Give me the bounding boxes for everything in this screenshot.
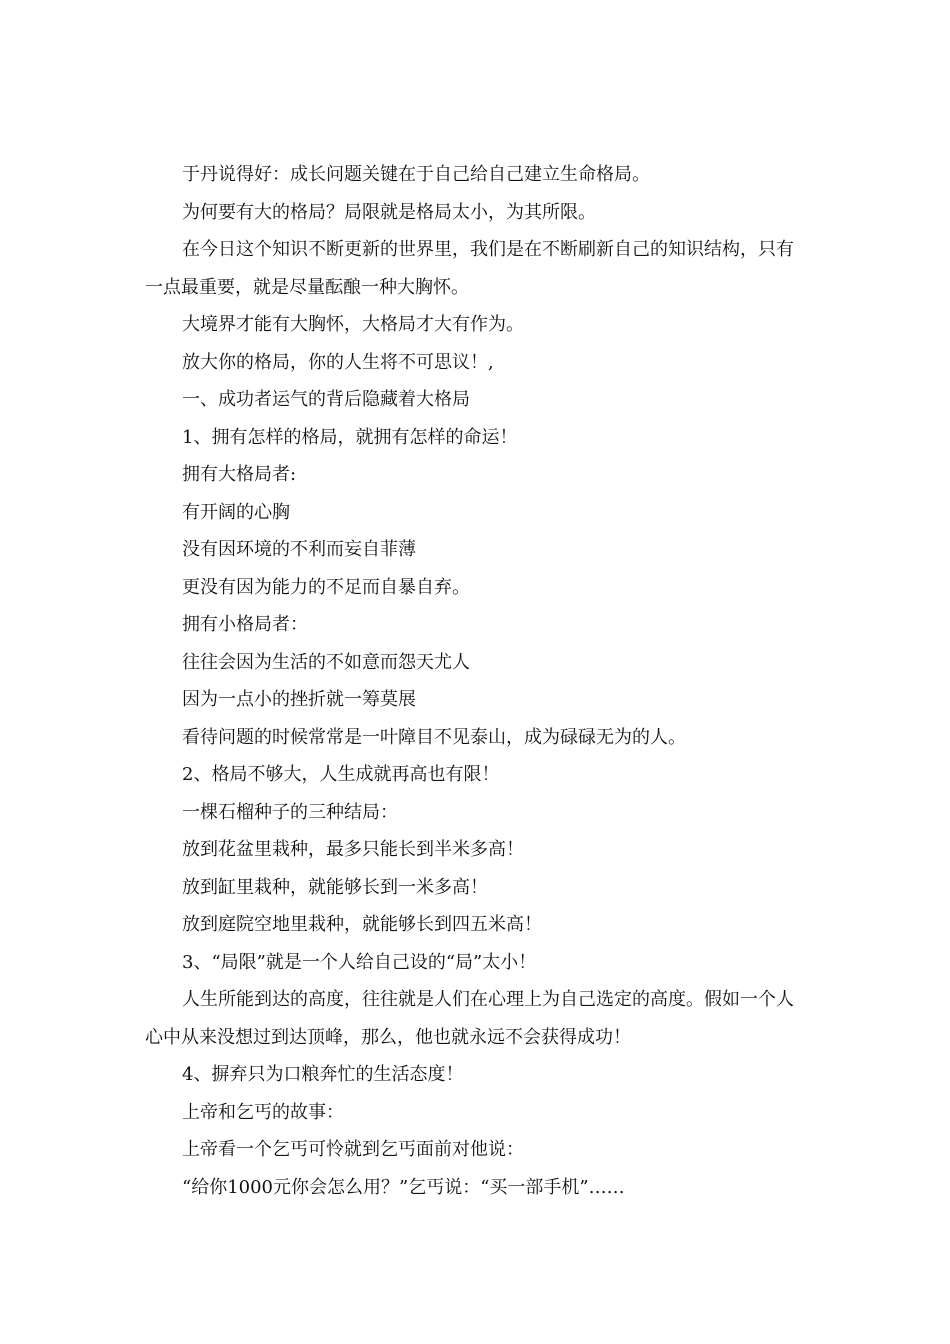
paragraph: 没有因环境的不利而妄自菲薄	[182, 539, 416, 560]
paragraph: 放到花盆里栽种，最多只能长到半米多高！	[182, 839, 524, 860]
paragraph: “给你1000元你会怎么用？”乞丐说：“买一部手机”……	[182, 1176, 625, 1198]
document-body	[145, 156, 805, 1206]
subsection-heading: 2、格局不够大，人生成就再高也有限！	[182, 764, 500, 785]
subsection-heading: 4、摒弃只为口粮奔忙的生活态度！	[182, 1064, 464, 1085]
paragraph: 放到庭院空地里栽种，就能够长到四五米高！	[182, 914, 542, 935]
paragraph: 大境界才能有大胸怀，大格局才大有作为。	[182, 314, 524, 335]
paragraph: 于丹说得好：成长问题关键在于自己给自己建立生命格局。	[182, 164, 650, 185]
section-heading: 一、成功者运气的背后隐藏着大格局	[182, 389, 470, 410]
paragraph: 人生所能到达的高度，往往就是人们在心理上为自己选定的高度。假如一个人心中从来没想过到达顶峰，那么，他也就永远不会获得成功！	[145, 989, 794, 1048]
paragraph: 为何要有大的格局？局限就是格局太小，为其所限。	[182, 201, 596, 223]
paragraph: 一棵石榴种子的三种结局：	[182, 801, 398, 823]
paragraph: 更没有因为能力的不足而自暴自弃。	[182, 576, 470, 598]
subsection-heading: 3、“局限”就是一个人给自己设的“局”太小！	[182, 951, 537, 973]
paragraph: 在今日这个知识不断更新的世界里，我们是在不断刷新自己的知识结构，只有一点最重要，就是尽量酝酿一种大胸怀。	[145, 239, 794, 298]
paragraph: 上帝看一个乞丐可怜就到乞丐面前对他说：	[182, 1139, 524, 1160]
paragraph: 往往会因为生活的不如意而怨天尤人	[182, 651, 470, 673]
paragraph: 看待问题的时候常常是一叶障目不见泰山，成为碌碌无为的人。	[182, 726, 686, 748]
paragraph: 有开阔的心胸	[182, 501, 290, 523]
paragraph: 上帝和乞丐的故事：	[182, 1101, 344, 1123]
paragraph: 因为一点小的挫折就一筹莫展	[182, 689, 416, 710]
subsection-heading: 1、拥有怎样的格局，就拥有怎样的命运！	[182, 426, 518, 448]
paragraph: 拥有大格局者:	[182, 464, 297, 485]
paragraph: 拥有小格局者：	[182, 614, 308, 635]
paragraph: 放到缸里栽种，就能够长到一米多高！	[182, 876, 488, 898]
paragraph: 放大你的格局，你的人生将不可思议！,	[182, 351, 494, 373]
